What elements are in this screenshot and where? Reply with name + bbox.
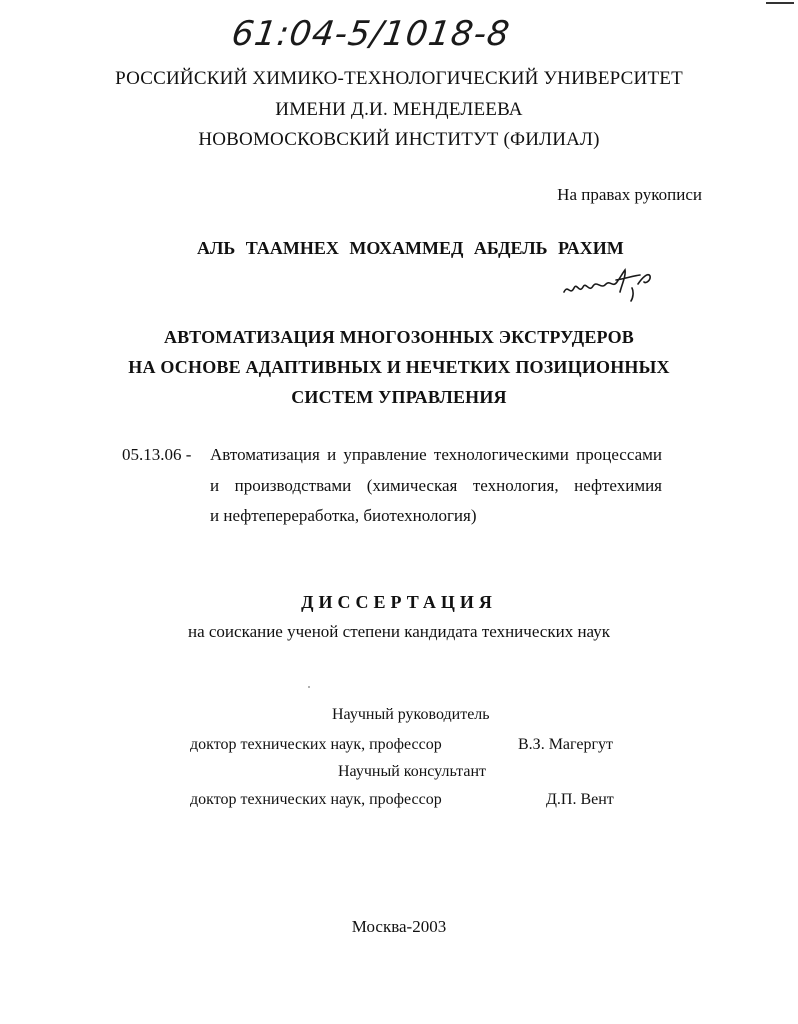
handwritten-archive-number: 61:04-5/1018-8 [229, 14, 513, 54]
institution-line-2: ИМЕНИ Д.И. МЕНДЕЛЕЕВА [275, 99, 523, 120]
consultant-name: Д.П. Вент [546, 791, 614, 808]
city-year: Москва-2003 [351, 917, 447, 936]
institution-line-3: НОВОМОСКОВСКИЙ ИНСТИТУТ (ФИЛИАЛ) [198, 129, 600, 150]
title-line-3: СИСТЕМ УПРАВЛЕНИЯ [291, 387, 507, 407]
supervisor-title: доктор технических наук, профессор [190, 736, 442, 753]
specialty-line-3: и нефтепереработка, биотехнология) [210, 506, 477, 525]
author-signature [560, 262, 660, 309]
specialty-line-1: Автоматизация и управление технологическими процессами [210, 445, 662, 464]
institution-line-1: РОССИЙСКИЙ ХИМИКО-ТЕХНОЛОГИЧЕСКИЙ УНИВЕРСИТЕТ [115, 68, 683, 89]
consultant-title: доктор технических наук, профессор [190, 791, 442, 808]
author-name: АЛЬ ТААМНЕХ МОХАММЕД АБДЕЛЬ РАХИМ [197, 238, 624, 258]
title-line-1: АВТОМАТИЗАЦИЯ МНОГОЗОННЫХ ЭКСТРУДЕРОВ [163, 327, 635, 347]
title-line-2: НА ОСНОВЕ АДАПТИВНЫХ И НЕЧЕТКИХ ПОЗИЦИОННЫХ [128, 357, 670, 377]
manuscript-rights: На правах рукописи [557, 185, 702, 204]
specialty-code: 05.13.06 - [122, 445, 192, 464]
supervisor-name: В.З. Магергут [518, 736, 614, 753]
supervisor-label: Научный руководитель [332, 706, 490, 723]
corner-mark [766, 2, 794, 8]
stray-dot [308, 686, 310, 688]
consultant-label: Научный консультант [338, 763, 486, 780]
dissertation-heading: ДИССЕРТАЦИЯ [301, 592, 497, 612]
dissertation-subtitle: на соискание ученой степени кандидата технических наук [187, 622, 610, 641]
specialty-line-2: и производствами (химическая технология, нефтехимия [210, 476, 662, 495]
